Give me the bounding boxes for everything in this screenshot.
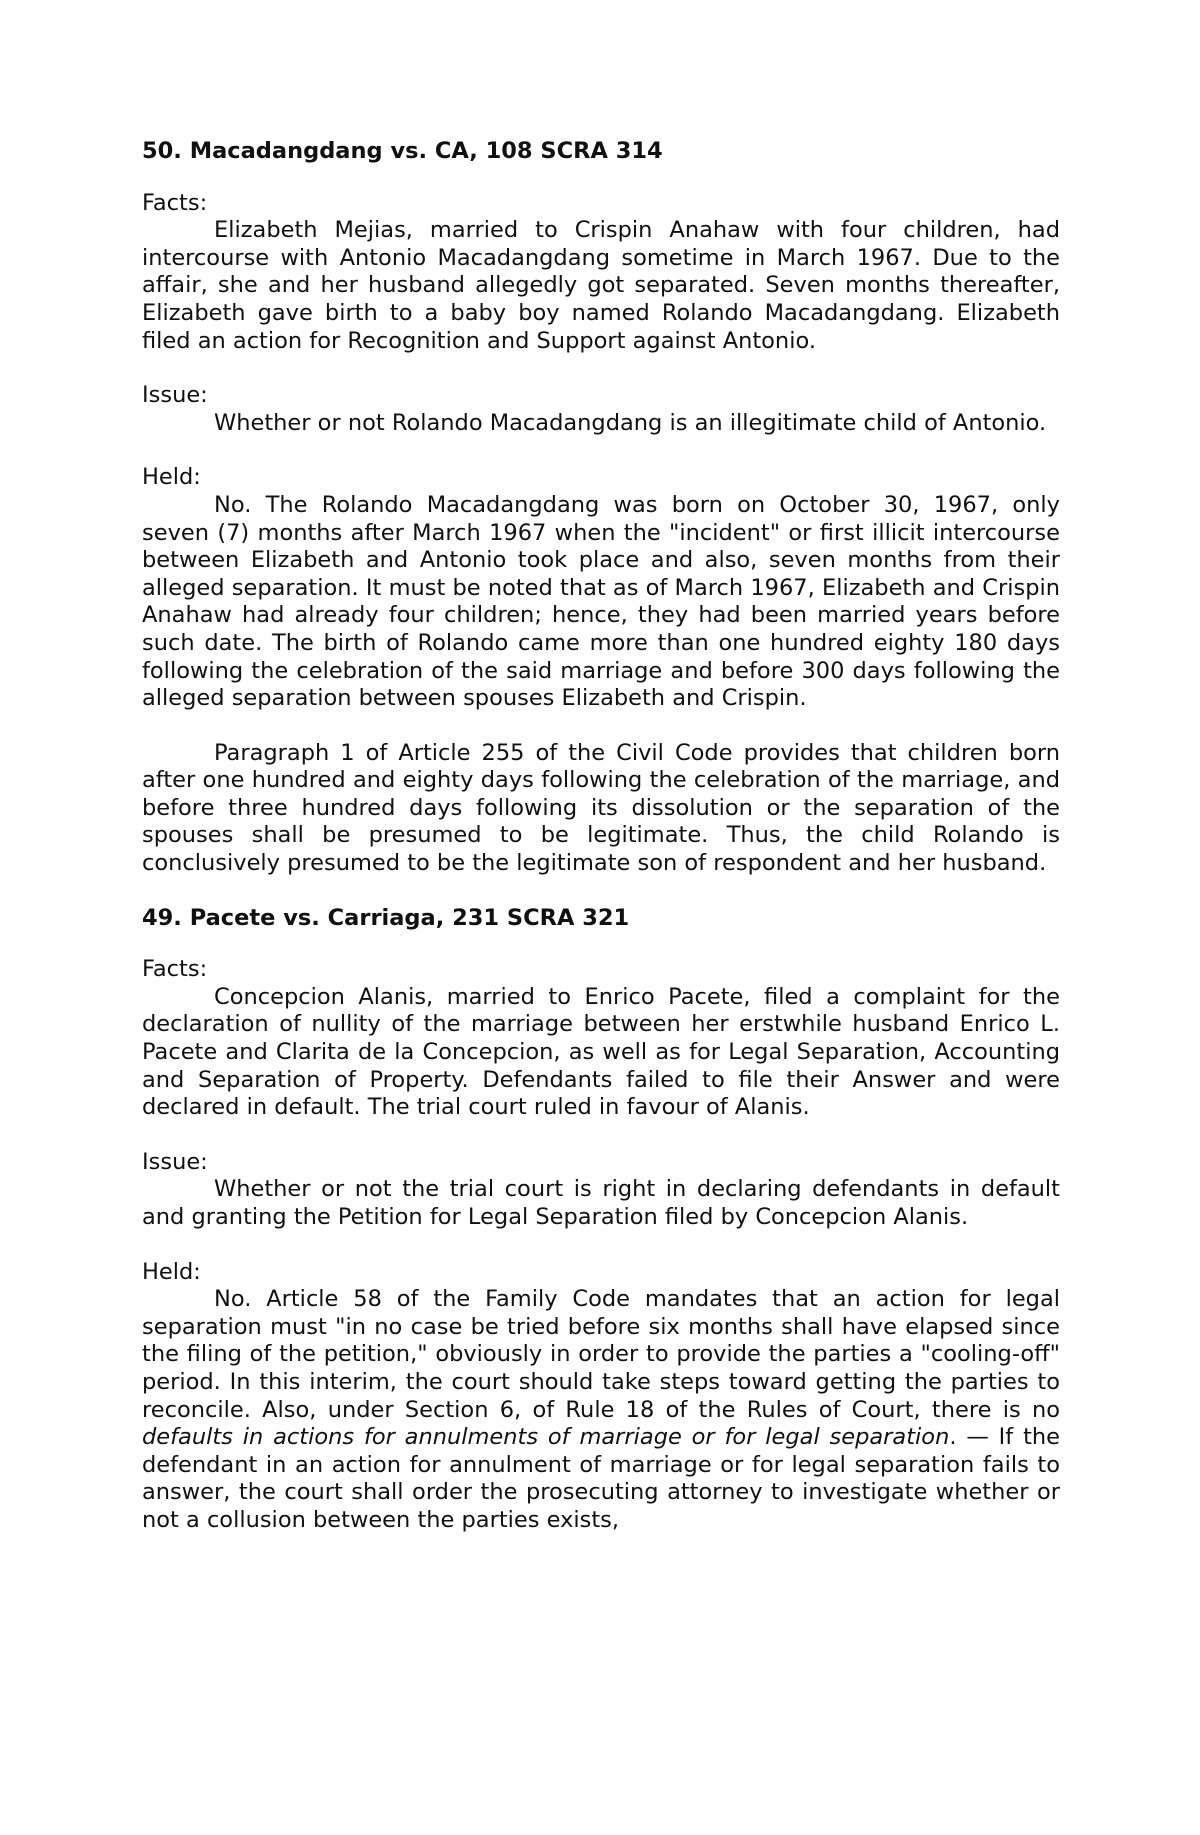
held-paragraph: [142, 1286, 1060, 1534]
held-paragraph-2: Paragraph 1 of Article 255 of the Civil Code provides that children born after one hundred and eighty days following the celebration of the marriage, and before three hundred days following its dissolution or the separation of the spouses shall be presumed to be legitimate. Thus, the child Rolando is conclusively presumed to be the legitimate son of respondent and her husband.: [142, 739, 1060, 877]
held-paragraph: No. The Rolando Macadangdang was born on October 30, 1967, only seven (7) months after March 1967 when the "incident" or first illicit intercourse between Elizabeth and Antonio took place and also, seven months from their alleged separation. It must be noted that as of March 1967, Elizabeth and Crispin Anahaw had already four children; hence, they had been married years before such date. The birth of Rolando came more than one hundred eighty 180 days following the celebration of the said marriage and before 300 days following the alleged separation between spouses Elizabeth and Crispin.: [142, 491, 1060, 712]
case-title: 50. Macadangdang vs. CA, 108 SCRA 314: [142, 138, 663, 164]
held-text-start: No. Article 58 of the Family Code mandates that an action for legal separation must "in no case be tried before six months shall have elapsed since the filing of the petition," obviously in order to provide the parties a "cooling-off" period. In this interim, the court should take steps toward getting the parties to reconcile. Also, under Section 6, of Rule 18 of the Rules of Court, there is no: [142, 1286, 1060, 1423]
facts-paragraph: Concepcion Alanis, married to Enrico Pacete, filed a complaint for the declaration of nullity of the marriage between her erstwhile husband Enrico L. Pacete and Clarita de la Concepcion, as well as for Legal Separation, Accounting and Separation of Property. Defendants failed to file their Answer and were declared in default. The trial court ruled in favour of Alanis.: [142, 983, 1060, 1121]
document-page: [142, 138, 1060, 1562]
held-text-italic: defaults in actions for annulments of marriage or for legal separation: [142, 1424, 950, 1451]
issue-paragraph: Whether or not Rolando Macadangdang is an illegitimate child of Antonio.: [214, 409, 1047, 436]
issue-paragraph: Whether or not the trial court is right in declaring defendants in default and granting the Petition for Legal Separation filed by Concepcion Alanis.: [142, 1176, 1060, 1230]
issue-label: Issue:: [142, 382, 208, 409]
facts-label: Facts:: [142, 189, 208, 216]
held-label: Held:: [142, 464, 201, 491]
issue-label: Issue:: [142, 1148, 208, 1175]
case-title: 49. Pacete vs. Carriaga, 231 SCRA 321: [142, 904, 630, 931]
held-text-end: . — If the defendant in an action for annulment of marriage or for legal separation fails to answer, the court shall order the prosecuting attorney to investigate whether or not a collusion between the parties exists,: [142, 1424, 1060, 1533]
facts-label: Facts:: [142, 956, 208, 983]
held-label: Held:: [142, 1258, 201, 1285]
facts-paragraph: Elizabeth Mejias, married to Crispin Anahaw with four children, had intercourse with Antonio Macadangdang sometime in March 1967. Due to the affair, she and her husband allegedly got separated. Seven months thereafter, Elizabeth gave birth to a baby boy named Rolando Macadangdang. Elizabeth filed an action for Recognition and Support against Antonio.: [142, 217, 1060, 354]
